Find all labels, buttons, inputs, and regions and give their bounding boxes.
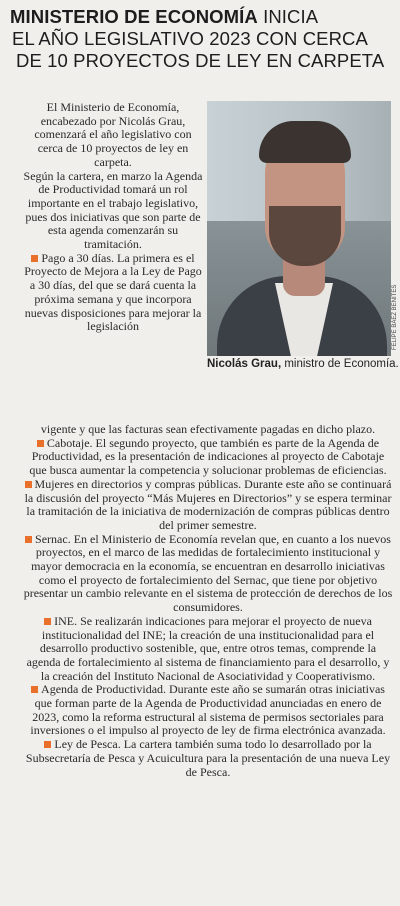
full-width-body (22, 423, 394, 779)
bullet-square-icon (37, 440, 44, 447)
portrait-photo (207, 101, 391, 356)
bullet-square-icon (25, 536, 32, 543)
photo-credit: FELIPE BÁEZ BENITES (392, 284, 398, 350)
item-cabotaje-text: Cabotaje. El segundo proyecto, que también es parte de la Agenda de Productividad, es la presentación de indicaciones al proyecto de Cabotaje que busca aumentar la competencia y solucionar problemas de eficiencias. (29, 435, 387, 478)
photo-beard (269, 206, 341, 266)
item-mujeres (22, 478, 394, 533)
bullet-square-icon (31, 255, 38, 262)
photo-hair (259, 121, 351, 163)
item-pesca (22, 738, 394, 779)
item-agenda-text: Agenda de Productividad. Durante este año se sumarán otras iniciativas que forman parte de la Agenda de Productividad anunciadas en enero de 2023, como la reforma estructural al sistema de permisos sectoriales para inversiones o el impulso al proyecto de ley de firma electrónica avanzada. (30, 682, 386, 738)
left-column (22, 101, 204, 334)
headline-bold: MINISTERIO DE ECONOMÍA (10, 6, 258, 27)
caption-role: ministro de Economía. (281, 358, 399, 370)
item-ine-text: INE. Se realizarán indicaciones para mejorar el proyecto de nueva institucionalidad del INE; la creación de una institucionalidad para el desarrollo productivo sostenible, que, entre otros temas, comprende la agenda de fortalecimiento al sistema de financiamiento para el desarrollo, y la creación del Instituto Nacional de Asociatividad y Cooperativismo. (26, 613, 390, 683)
item-sernac (22, 533, 394, 615)
caption-name: Nicolás Grau, (207, 358, 282, 370)
item-ine (22, 615, 394, 684)
headline-line-3: DE 10 PROYECTOS DE LEY EN CARPETA (16, 50, 385, 71)
photo-caption (207, 358, 397, 370)
headline-line-2: EL AÑO LEGISLATIVO 2023 CON CERCA (12, 28, 368, 49)
item-pago (22, 252, 204, 334)
item-sernac-text: Sernac. En el Ministerio de Economía revelan que, en cuanto a los nuevos proyectos, en el marco de las medidas de fortalecimiento institucional y mayor democracia en la economía, se encuentran en desarrollo iniciativas como el proyecto de fortalecimiento del Sernac, que tiene por objetivo presentar un cambio relevante en el sistema de protección de derechos de los consumidores. (23, 531, 393, 615)
bullet-square-icon (31, 686, 38, 693)
bullet-square-icon (44, 618, 51, 625)
item-cabotaje (22, 437, 394, 478)
item-pago-text: Pago a 30 días. La primera es el Proyecto de Mejora a la Ley de Pago a 30 días, del que se dará cuenta la próxima semana y que incorpora nuevas disposiciones para mejorar la legislación (24, 250, 202, 334)
bullet-square-icon (25, 481, 32, 488)
headline-line1-rest: INICIA (257, 6, 319, 27)
item-pago-continued: vigente y que las facturas sean efectivamente pagadas en dicho plazo. (40, 422, 376, 436)
item-mujeres-text: Mujeres en directorios y compras públicas. Durante este año se continuará la discusión del proyecto “Más Mujeres en Directorios” y se espera terminar la tramitación de la iniciativa de modernización de compras públicas dentro del primer semestre. (24, 476, 392, 532)
bullet-square-icon (44, 741, 51, 748)
intro-paragraph-1: El Ministerio de Economía, encabezado por Nicolás Grau, comenzará el año legislativo con cerca de 10 proyectos de ley en carpeta. (34, 100, 192, 169)
item-pesca-text: Ley de Pesca. La cartera también suma todo lo desarrollado por la Subsecretaría de Pesca y Acuicultura para la presentación de una nueva Ley de Pesca. (25, 737, 391, 779)
headline (10, 6, 395, 72)
item-agenda (22, 683, 394, 738)
intro-paragraph-2: Según la cartera, en marzo la Agenda de Productividad tomará un rol importante en el trabajo legislativo, pues dos iniciativas que son parte de esta agenda comenzarán su tramitación. (23, 168, 203, 252)
headline-line-1 (10, 6, 395, 28)
